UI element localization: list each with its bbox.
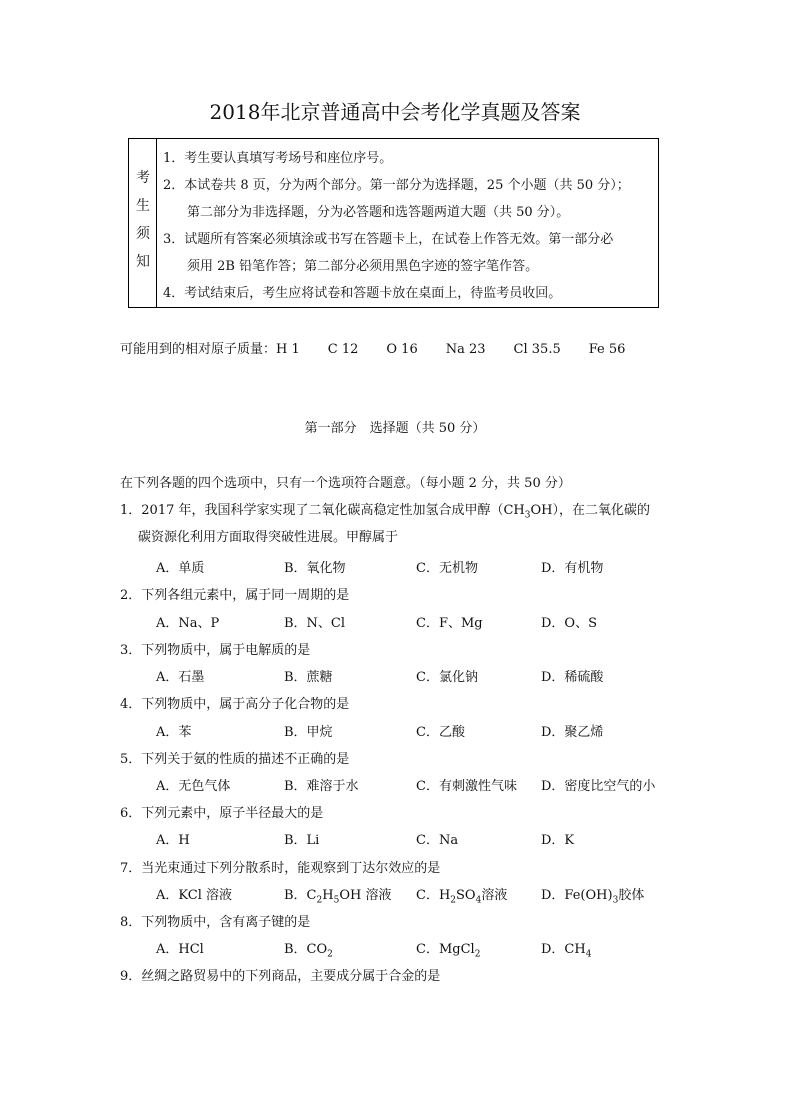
option-a: A．无色气体	[156, 779, 231, 794]
atomic-masses-line	[120, 338, 625, 357]
option-c: C．有刺激性气味	[416, 779, 517, 794]
notice-rule-3: 3．试题所有答案必须填涂或书写在答题卡上，在试卷上作答无效。第一部分必	[163, 232, 614, 247]
question-text: OH），在二氧化碳的	[530, 503, 651, 518]
option-d: D．K	[541, 833, 575, 848]
atomic-mass-item: O 16	[386, 342, 418, 357]
atomic-mass-item: Na 23	[445, 342, 486, 357]
option-b: B．Li	[284, 833, 320, 848]
option-b: B．蔗糖	[284, 670, 333, 685]
option-d: D．$CH_4$	[541, 942, 592, 960]
atomic-mass-item: Cl 35.5	[513, 342, 561, 357]
atomic-mass-item: Fe 56	[588, 342, 626, 357]
option-d: D．O、S	[541, 616, 597, 631]
option-b: B．难溶于水	[284, 779, 359, 794]
side-char: 生	[136, 198, 150, 214]
section-instruction: 在下列各题的四个选项中，只有一个选项符合题意。（每小题 2 分，共 50 分）	[120, 476, 571, 491]
question-6: 6．下列元素中，原子半径最大的是	[120, 806, 324, 821]
option-c: C．乙酸	[416, 725, 465, 740]
option-b: B．$C_2H_5OH$ 溶液	[284, 888, 392, 906]
notice-rule-2-cont: 第二部分为非选择题，分为必答题和选答题两道大题（共 50 分）。	[187, 205, 570, 220]
atomic-mass-item: H 1	[276, 342, 300, 357]
question-1	[120, 499, 650, 521]
notice-rule-3-cont: 须用 2B 铅笔作答；第二部分必须用黑色字迹的签字笔作答。	[187, 259, 539, 274]
option-d: D．$Fe(OH)_3$胶体	[541, 888, 645, 906]
option-d: D．有机物	[541, 561, 604, 576]
question-3: 3．下列物质中，属于电解质的是	[120, 643, 311, 658]
page-title: 2018年北京普通高中会考化学真题及答案	[209, 100, 581, 124]
option-a: A．KCl 溶液	[156, 888, 232, 903]
section-title: 第一部分 选择题（共 50 分）	[304, 421, 486, 436]
notice-rule-2: 2．本试卷共 8 页，分为两个部分。第一部分为选择题，25 个小题（共 50 分）；	[163, 178, 630, 193]
question-9: 9．丝绸之路贸易中的下列商品，主要成分属于合金的是	[120, 969, 441, 984]
question-1-cont: 碳资源化利用方面取得突破性进展。甲醇属于	[138, 530, 399, 545]
side-char: 知	[136, 254, 150, 270]
option-a: A．HCl	[156, 942, 204, 957]
question-4: 4．下列物质中，属于高分子化合物的是	[120, 697, 350, 712]
option-a: A．Na、P	[156, 616, 220, 631]
option-b: B．甲烷	[284, 725, 333, 740]
question-8: 8．下列物质中，含有离子键的是	[120, 915, 311, 930]
notice-rule-1: 1．考生要认真填写考场号和座位序号。	[163, 151, 393, 166]
notice-rule-4: 4．考试结束后，考生应将试卷和答题卡放在桌面上，待监考员收回。	[163, 286, 562, 301]
option-d: D．稀硫酸	[541, 670, 604, 685]
option-a: A．H	[156, 833, 190, 848]
question-5: 5．下列关于氨的性质的描述不正确的是	[120, 752, 350, 767]
option-c: C．MgCl$_2$	[416, 942, 481, 960]
option-b: B．N、Cl	[284, 616, 346, 631]
notice-side-label	[129, 139, 157, 307]
option-a: A．单质	[156, 561, 205, 576]
atomic-masses-label: 可能用到的相对原子质量：	[120, 342, 277, 357]
option-c: C．F、Mg	[416, 616, 483, 631]
option-c: C．氯化钠	[416, 670, 478, 685]
option-b: B．氧化物	[284, 561, 346, 576]
option-c: C．无机物	[416, 561, 478, 576]
side-char: 考	[136, 170, 150, 186]
option-d: D．密度比空气的小	[541, 779, 656, 794]
option-c: C．Na	[416, 833, 459, 848]
question-text: 1．2017 年，我国科学家实现了二氧化碳高稳定性加氢合成甲醇（CH	[120, 503, 525, 518]
atomic-mass-item: C 12	[327, 342, 359, 357]
option-a: A．石墨	[156, 670, 205, 685]
question-2: 2．下列各组元素中，属于同一周期的是	[120, 588, 350, 603]
option-c: C．$H_2SO_4$溶液	[416, 888, 508, 906]
option-b: B．$CO_2$	[284, 942, 333, 960]
option-a: A．苯	[156, 725, 192, 740]
exam-notice-box	[128, 138, 659, 308]
question-7: 7．当光束通过下列分散系时，能观察到丁达尔效应的是	[120, 861, 441, 876]
subscript: 3	[524, 510, 531, 521]
option-d: D．聚乙烯	[541, 725, 604, 740]
side-char: 须	[136, 226, 150, 242]
